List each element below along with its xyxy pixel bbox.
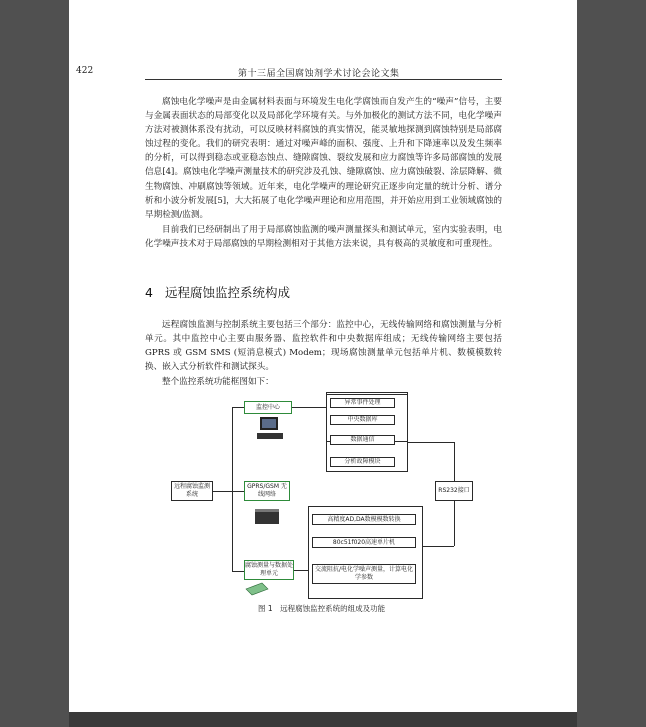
section-title: 远程腐蚀监控系统构成 [164,285,290,300]
page-number: 422 [76,66,94,76]
mcu-box: 80c51f020高速单片机 [312,537,416,548]
line-remote-to-gprs [213,491,244,492]
rs232-box: RS232接口 [435,481,473,501]
figure-caption: 图 1 远程腐蚀监控系统的组成及功能 [258,604,386,613]
adda-box: 高精度AD,DA数模模数转换 [312,514,416,525]
gprs-gsm-box: GPRS/GSM 无线网络 [244,481,290,501]
monitor-center-box: 监控中心 [244,401,292,414]
computer-icon [257,416,283,442]
header-rule [145,79,502,80]
line-monitor-to-functions [292,407,326,408]
line-to-monitor [232,407,244,408]
event-processing-box: 异常事件处理 [330,398,395,408]
ac-impedance-box: 交流阻抗/电化学噪声测量，计算电化学参数 [312,564,416,584]
modem-icon [254,507,280,525]
paragraph-4: 整个监控系统功能框图如下： [162,377,274,387]
monitor-group-frame [326,392,408,472]
line-rs232-up [454,442,455,481]
line-measure-to-group [294,570,308,571]
probe-icon [244,581,270,597]
paragraph-2: 目前我们已经研制出了用于局部腐蚀监测的噪声测量探头和测试单元，室内实验表明，电化学噪声技术对于局部腐蚀的早期检测相对于其他方法来说，具有极高的灵敏度和可重现性。 [145,225,502,250]
viewer-bottom-bar [69,712,577,727]
data-comm-box: 数据通信 [330,435,395,445]
line-functions-to-rs232 [408,442,454,443]
central-db-box: 中央数据库 [330,415,395,425]
section-heading [145,283,290,301]
measure-unit-box: 腐蚀测量与数据处理单元 [244,560,294,580]
paragraph-3: 远程腐蚀监测与控制系统主要包括三个部分：监控中心，无线传输网络和腐蚀测量与分析单元。其中监控中心主要由服务器、监控软件和中央数据库组成；无线传输网络主要包括GPRS 或 GSM SMS (短消息模式) Modem；现场腐蚀测量单元包括单片机、数模模数转换、嵌入式分析软件和测试探头。 [145,320,502,373]
section-number: 4 [145,285,153,300]
vertical-trunk-line [232,407,233,572]
line-rs232-down [454,501,455,546]
line-to-measure-unit [232,571,244,572]
paragraph-1: 腐蚀电化学噪声是由金属材料表面与环境发生电化学腐蚀而自发产生的“噪声”信号，主要与金属表面状态的局部变化以及局部化学环境有关。与外加极化的测试方法不同，电化学噪声方法对被测体系没有扰动，可以反映材料腐蚀的真实情况，能灵敏地探测到腐蚀特别是局部腐蚀过程的变化。我们的研究表明：通过对噪声峰的面积、强度、上升和下降速率以及发生频率的分析，可以得到稳态或亚稳态蚀点、缝隙腐蚀、裂纹发展和应力腐蚀等许多局部腐蚀的发展信息[4]。腐蚀电化学噪声测量技术的研究涉及孔蚀、缝隙腐蚀、应力腐蚀破裂、涂层降解、微生物腐蚀、冲刷腐蚀等领域。近年来，电化学噪声的理论研究正逐步向定量的统计分析、谱分析和小波分析发展[5]，大大拓展了电化学噪声理论和应用范围，并开始应用到工业领域腐蚀的早期检测/监测。 [145,97,502,220]
running-header: 第十三届全国腐蚀剂学术讨论会论文集 [238,69,400,79]
system-block-diagram [140,392,510,602]
line-rs232-to-group [423,546,454,547]
analysis-box: 分析故障模块 [330,457,395,467]
remote-system-box: 远程腐蚀监测系统 [171,481,213,501]
